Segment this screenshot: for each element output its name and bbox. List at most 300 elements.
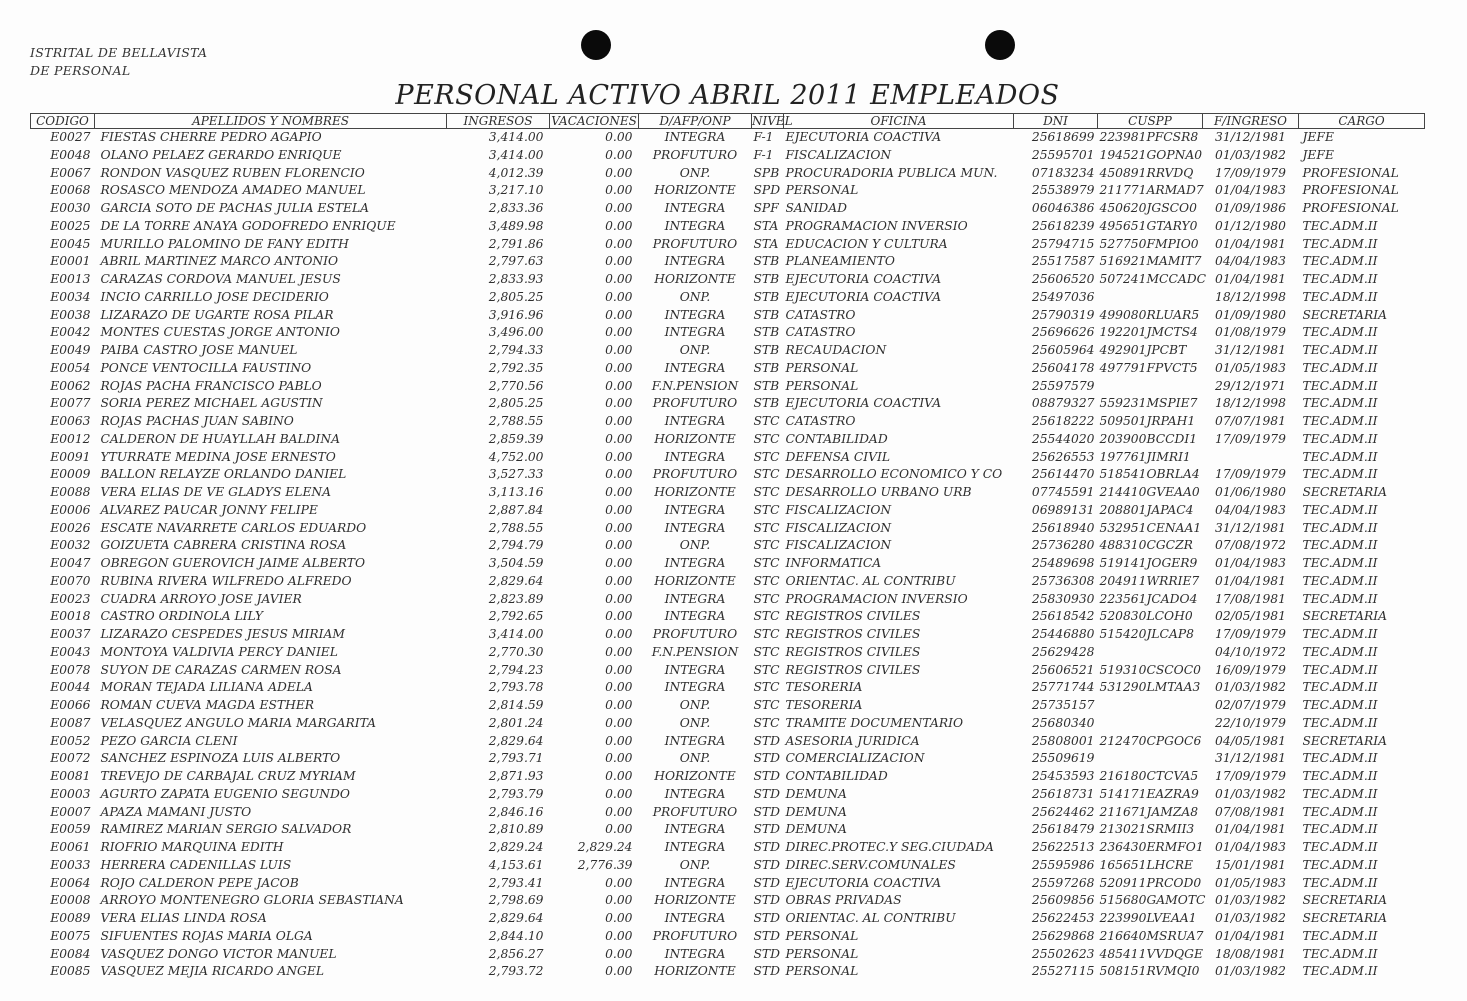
table-row [31, 644, 1425, 662]
nombre-cell: VASQUEZ MEJIA RICARDO ANGEL [100, 964, 324, 979]
oficina-cell: PERSONAL [785, 360, 859, 375]
cargo-cell: TEC.ADM.II [1302, 343, 1378, 357]
codigo-cell: E0077 [50, 396, 91, 411]
codigo-cell: E0008 [50, 893, 91, 908]
f-ingreso-cell: 18/08/1981 [1215, 946, 1286, 961]
cargo-cell: TEC.ADM.II [1302, 502, 1378, 517]
afp-cell: HORIZONTE [654, 893, 736, 908]
afp-cell: PROFUTURO [652, 467, 738, 482]
table-row [31, 466, 1425, 484]
nivel-cell: STC [753, 449, 780, 464]
nombre-cell: TREVEJO DE CARBAJAL CRUZ MYRIAM [100, 769, 356, 783]
oficina-cell: PERSONAL [785, 928, 859, 943]
nivel-cell: STD [753, 928, 780, 943]
afp-cell: HORIZONTE [654, 183, 736, 198]
table-row [31, 324, 1425, 342]
oficina-cell: PLANEAMIENTO [785, 254, 895, 269]
ingresos-cell: 3,916.96 [488, 307, 544, 322]
dni-cell: 25624462 [1031, 804, 1095, 819]
nombre-cell: SIFUENTES ROJAS MARIA OLGA [100, 928, 313, 943]
dni-cell: 25606521 [1031, 662, 1095, 677]
punch-hole-left [581, 30, 611, 60]
ingresos-cell: 3,414.00 [488, 130, 544, 144]
cargo-cell: TEC.ADM.II [1302, 964, 1378, 979]
nombre-cell: HERRERA CADENILLAS LUIS [100, 857, 292, 872]
vacaciones-cell: 0.00 [605, 254, 633, 269]
department-line: DE PERSONAL [30, 63, 131, 78]
nivel-cell: STD [753, 786, 780, 801]
dni-cell: 25618542 [1031, 609, 1095, 624]
oficina-cell: CATASTRO [785, 414, 856, 428]
nivel-cell: STC [753, 715, 780, 730]
dni-cell: 25527115 [1031, 964, 1095, 979]
nivel-cell: STB [753, 307, 780, 322]
vacaciones-cell: 0.00 [605, 414, 633, 428]
f-ingreso-cell: 07/08/1972 [1215, 538, 1286, 553]
cargo-cell: TEC.ADM.II [1302, 680, 1378, 695]
oficina-cell: FISCALIZACION [785, 502, 892, 517]
oficina-cell: FISCALIZACION [785, 538, 892, 553]
nombre-cell: YTURRATE MEDINA JOSE ERNESTO [100, 449, 336, 464]
cuspp-cell: 520830LCOH0 [1099, 609, 1193, 624]
table-row [31, 626, 1425, 644]
nombre-cell: ROJO CALDERON PEPE JACOB [100, 875, 299, 890]
cuspp-cell: 204911WRRIE7 [1099, 573, 1200, 588]
afp-cell: INTEGRA [664, 822, 726, 837]
f-ingreso-cell: 01/09/1986 [1215, 201, 1286, 215]
codigo-cell: E0078 [50, 662, 91, 677]
f-ingreso-cell: 15/01/1981 [1215, 857, 1286, 872]
nombre-cell: VERA ELIAS LINDA ROSA [100, 911, 267, 925]
dni-cell: 25735157 [1031, 698, 1095, 712]
dni-cell: 25736280 [1031, 538, 1095, 553]
oficina-cell: PERSONAL [785, 946, 859, 961]
nivel-cell: STC [753, 485, 780, 499]
nombre-cell: RUBINA RIVERA WILFREDO ALFREDO [100, 573, 352, 588]
nombre-cell: PAIBA CASTRO JOSE MANUEL [100, 343, 298, 357]
codigo-cell: E0012 [50, 431, 91, 446]
nombre-cell: RAMIREZ MARIAN SERGIO SALVADOR [100, 822, 352, 837]
nombre-cell: LIZARAZO DE UGARTE ROSA PILAR [100, 307, 334, 322]
cargo-cell: PROFESIONAL [1302, 165, 1399, 180]
vacaciones-cell: 0.00 [605, 396, 633, 411]
ingresos-cell: 2,805.25 [488, 396, 544, 411]
nivel-cell: SPD [753, 183, 781, 198]
nivel-cell: STC [753, 502, 780, 517]
vacaciones-cell: 0.00 [605, 591, 633, 606]
vacaciones-cell: 0.00 [605, 698, 633, 712]
codigo-cell: E0026 [50, 520, 91, 535]
ingresos-cell: 2,805.25 [488, 289, 544, 304]
table-row [31, 662, 1425, 680]
vacaciones-cell: 0.00 [605, 502, 633, 517]
afp-cell: PROFUTURO [652, 928, 738, 943]
dni-cell: 08879327 [1031, 396, 1095, 411]
cargo-cell: TEC.ADM.II [1302, 272, 1378, 286]
cuspp-cell: 519141JOGER9 [1099, 556, 1198, 570]
afp-cell: INTEGRA [664, 218, 726, 233]
nivel-cell: STC [753, 662, 780, 677]
vacaciones-cell: 0.00 [605, 467, 633, 482]
dni-cell: 25808001 [1031, 733, 1095, 748]
codigo-cell: E0087 [50, 715, 91, 730]
oficina-cell: PROGRAMACION INVERSIO [785, 218, 968, 233]
oficina-cell: TRAMITE DOCUMENTARIO [785, 715, 964, 730]
afp-cell: INTEGRA [664, 662, 726, 677]
oficina-cell: DEFENSA CIVIL [785, 449, 890, 464]
col-header-cuspp: CUSPP [1098, 114, 1203, 129]
cuspp-cell: 165651LHCRE [1099, 857, 1193, 872]
ingresos-cell: 2,829.24 [488, 840, 544, 854]
dni-cell: 25830930 [1031, 591, 1095, 606]
dni-cell: 25544020 [1031, 431, 1095, 446]
codigo-cell: E0042 [50, 325, 91, 340]
nivel-cell: STD [753, 769, 780, 783]
f-ingreso-cell: 01/12/1980 [1215, 218, 1286, 233]
codigo-cell: E0070 [50, 573, 91, 588]
f-ingreso-cell: 04/04/1983 [1215, 502, 1286, 517]
ingresos-cell: 4,012.39 [488, 165, 544, 180]
nivel-cell: STC [753, 467, 780, 482]
cuspp-cell: 208801JAPAC4 [1099, 502, 1194, 517]
punch-hole-right [985, 30, 1015, 60]
f-ingreso-cell: 07/07/1981 [1215, 414, 1286, 428]
codigo-cell: E0068 [50, 183, 91, 198]
nombre-cell: ROMAN CUEVA MAGDA ESTHER [100, 698, 315, 712]
nombre-cell: PONCE VENTOCILLA FAUSTINO [100, 360, 312, 375]
nivel-cell: STB [753, 396, 780, 411]
cargo-cell: SECRETARIA [1302, 733, 1387, 748]
nivel-cell: STC [753, 698, 780, 712]
codigo-cell: E0088 [50, 485, 91, 499]
nivel-cell: STC [753, 556, 780, 570]
table-row [31, 502, 1425, 520]
cuspp-cell: 236430ERMFO1 [1099, 840, 1204, 854]
vacaciones-cell: 0.00 [605, 786, 633, 801]
nombre-cell: ROJAS PACHAS JUAN SABINO [100, 414, 294, 428]
col-header-nivel: NIVEL [752, 114, 793, 128]
dni-cell: 06046386 [1031, 201, 1095, 215]
codigo-cell: E0062 [50, 378, 91, 393]
ingresos-cell: 3,414.00 [488, 147, 544, 162]
nivel-cell: STB [753, 325, 780, 340]
nivel-cell: STC [753, 644, 780, 659]
afp-cell: PROFUTURO [652, 627, 738, 641]
col-header-nombres: APELLIDOS Y NOMBRES [95, 114, 447, 129]
afp-cell: INTEGRA [664, 875, 726, 890]
cargo-cell: SECRETARIA [1302, 911, 1387, 925]
codigo-cell: E0052 [50, 733, 91, 748]
cargo-cell: TEC.ADM.II [1302, 236, 1378, 251]
oficina-cell: DIREC.SERV.COMUNALES [785, 857, 956, 872]
nivel-cell: STC [753, 680, 780, 695]
nombre-cell: CUADRA ARROYO JOSE JAVIER [100, 591, 302, 606]
ingresos-cell: 2,792.35 [488, 360, 544, 375]
dni-cell: 25622453 [1031, 911, 1095, 925]
nivel-cell: STC [753, 520, 780, 535]
codigo-cell: E0045 [50, 236, 91, 251]
table-row [31, 360, 1425, 378]
cargo-cell: TEC.ADM.II [1302, 591, 1378, 606]
cargo-cell: TEC.ADM.II [1302, 698, 1378, 712]
f-ingreso-cell: 31/12/1981 [1215, 130, 1286, 144]
vacaciones-cell: 0.00 [605, 769, 633, 783]
ingresos-cell: 4,153.61 [488, 857, 544, 872]
f-ingreso-cell: 01/08/1979 [1215, 325, 1286, 340]
cuspp-cell [1098, 644, 1203, 662]
vacaciones-cell: 0.00 [605, 378, 633, 393]
ingresos-cell: 2,797.63 [488, 254, 544, 269]
f-ingreso-cell: 18/12/1998 [1215, 396, 1286, 411]
nivel-cell: STC [753, 609, 780, 624]
table-row [31, 484, 1425, 502]
codigo-cell: E0038 [50, 307, 91, 322]
oficina-cell: ORIENTAC. AL CONTRIBU [785, 911, 956, 925]
codigo-cell: E0075 [50, 928, 91, 943]
afp-cell: F.N.PENSION [651, 378, 739, 393]
codigo-cell: E0023 [50, 591, 91, 606]
afp-cell: INTEGRA [664, 680, 726, 695]
col-header-ingresos: INGRESOS [447, 114, 550, 129]
cuspp-cell: 211771ARMAD7 [1099, 183, 1204, 198]
afp-cell: HORIZONTE [654, 431, 736, 446]
vacaciones-cell: 0.00 [605, 218, 633, 233]
oficina-cell: COMERCIALIZACION [785, 751, 925, 766]
ingresos-cell: 2,856.27 [488, 946, 544, 961]
codigo-cell: E0072 [50, 751, 91, 766]
cargo-cell: TEC.ADM.II [1302, 875, 1378, 890]
afp-cell: HORIZONTE [654, 485, 736, 499]
cuspp-cell: 223981PFCSR8 [1099, 130, 1199, 144]
f-ingreso-cell: 17/09/1979 [1215, 165, 1286, 180]
oficina-cell: REGISTROS CIVILES [785, 662, 921, 677]
cuspp-cell: 488310CGCZR [1099, 538, 1193, 553]
table-row [31, 750, 1425, 768]
oficina-cell: EJECUTORIA COACTIVA [785, 875, 942, 890]
vacaciones-cell: 0.00 [605, 751, 633, 766]
cargo-cell: TEC.ADM.II [1302, 804, 1378, 819]
vacaciones-cell: 0.00 [605, 946, 633, 961]
dni-cell: 25597268 [1031, 875, 1095, 890]
codigo-cell: E0044 [50, 680, 91, 695]
oficina-cell: DEMUNA [785, 804, 847, 819]
cargo-cell: TEC.ADM.II [1302, 360, 1378, 375]
f-ingreso-cell: 01/05/1983 [1215, 875, 1286, 890]
afp-cell: INTEGRA [664, 414, 726, 428]
cuspp-cell: 532951CENAA1 [1099, 520, 1202, 535]
cargo-cell: TEC.ADM.II [1302, 538, 1378, 553]
afp-cell: INTEGRA [664, 307, 726, 322]
nombre-cell: AGURTO ZAPATA EUGENIO SEGUNDO [100, 786, 350, 801]
f-ingreso-cell: 01/03/1982 [1215, 964, 1286, 979]
cargo-cell: TEC.ADM.II [1302, 325, 1378, 340]
afp-cell: PROFUTURO [652, 396, 738, 411]
afp-cell: INTEGRA [664, 449, 726, 464]
institution-line: ISTRITAL DE BELLAVISTA [30, 45, 208, 60]
f-ingreso-cell: 01/04/1983 [1215, 183, 1286, 198]
dni-cell: 25517587 [1031, 254, 1095, 269]
cuspp-cell: 223990LVEAA1 [1099, 911, 1197, 925]
f-ingreso-cell: 18/12/1998 [1215, 289, 1286, 304]
cargo-cell: SECRETARIA [1302, 609, 1387, 624]
table-row [31, 768, 1425, 786]
oficina-cell: DEMUNA [785, 786, 847, 801]
oficina-cell: INFORMATICA [785, 556, 882, 570]
oficina-cell: ASESORIA JURIDICA [785, 733, 920, 748]
nivel-cell: STB [753, 360, 780, 375]
cuspp-cell: 531290LMTAA3 [1099, 680, 1201, 695]
oficina-cell: EJECUTORIA COACTIVA [785, 130, 942, 144]
codigo-cell: E0063 [50, 414, 91, 428]
cuspp-cell: 203900BCCDI1 [1099, 431, 1198, 446]
codigo-cell: E0047 [50, 556, 91, 570]
f-ingreso-cell: 17/09/1979 [1215, 627, 1286, 641]
vacaciones-cell: 0.00 [605, 272, 633, 286]
nivel-cell: STC [753, 573, 780, 588]
nombre-cell: FIESTAS CHERRE PEDRO AGAPIO [100, 130, 322, 144]
oficina-cell: FISCALIZACION [785, 520, 892, 535]
cargo-cell: TEC.ADM.II [1302, 769, 1378, 783]
dni-cell: 25497036 [1031, 289, 1095, 304]
dni-cell: 25622513 [1031, 840, 1095, 854]
ingresos-cell: 2,770.56 [488, 378, 544, 393]
table-row [31, 910, 1425, 928]
vacaciones-cell: 0.00 [605, 573, 633, 588]
cuspp-cell: 192201JMCTS4 [1099, 325, 1198, 340]
ingresos-cell: 2,829.64 [488, 911, 544, 925]
nivel-cell: STD [753, 822, 780, 837]
nivel-cell: STD [753, 733, 780, 748]
cargo-cell: TEC.ADM.II [1302, 715, 1378, 730]
nombre-cell: ABRIL MARTINEZ MARCO ANTONIO [100, 254, 339, 269]
ingresos-cell: 3,113.16 [488, 485, 544, 499]
oficina-cell: FISCALIZACION [785, 147, 892, 162]
cuspp-cell [1098, 378, 1203, 396]
oficina-cell: CONTABILIDAD [785, 769, 888, 783]
table-row [31, 200, 1425, 218]
cargo-cell: PROFESIONAL [1302, 201, 1399, 215]
nombre-cell: CARAZAS CORDOVA MANUEL JESUS [100, 272, 341, 286]
codigo-cell: E0006 [50, 502, 91, 517]
cuspp-cell: 485411VVDQGE [1099, 946, 1203, 961]
ingresos-cell: 2,793.72 [488, 964, 544, 979]
nivel-cell: STC [753, 627, 780, 641]
nivel-cell: STD [753, 857, 780, 872]
ingresos-cell: 2,792.65 [488, 609, 544, 624]
ingresos-cell: 2,770.30 [488, 644, 544, 659]
dni-cell: 25696626 [1031, 325, 1095, 340]
afp-cell: ONP. [679, 751, 711, 766]
f-ingreso-cell: 01/03/1982 [1215, 147, 1286, 162]
nombre-cell: APAZA MAMANI JUSTO [100, 804, 252, 819]
afp-cell: INTEGRA [664, 591, 726, 606]
col-header-codigo: CODIGO [31, 114, 95, 129]
table-row [31, 555, 1425, 573]
nombre-cell: MORAN TEJADA LILIANA ADELA [100, 680, 313, 695]
oficina-cell: RECAUDACION [785, 343, 887, 357]
afp-cell: INTEGRA [664, 840, 726, 854]
afp-cell: INTEGRA [664, 325, 726, 340]
codigo-cell: E0034 [50, 289, 91, 304]
nivel-cell: STB [753, 378, 780, 393]
afp-cell: INTEGRA [664, 733, 726, 748]
ingresos-cell: 2,793.78 [488, 680, 544, 695]
ingresos-cell: 2,823.89 [488, 591, 544, 606]
cuspp-cell: 194521GOPNA0 [1099, 147, 1203, 162]
ingresos-cell: 2,871.93 [488, 769, 544, 783]
col-header-dni: DNI [1014, 114, 1098, 129]
nombre-cell: CASTRO ORDINOLA LILY [100, 609, 264, 624]
table-row [31, 147, 1425, 165]
cargo-cell: SECRETARIA [1302, 307, 1387, 322]
f-ingreso-cell [1203, 449, 1299, 467]
table-row [31, 395, 1425, 413]
codigo-cell: E0066 [50, 698, 91, 712]
f-ingreso-cell: 02/05/1981 [1215, 609, 1286, 624]
vacaciones-cell: 0.00 [605, 147, 633, 162]
table-row [31, 697, 1425, 715]
col-header-cargo: CARGO [1299, 114, 1425, 129]
nombre-cell: MONTES CUESTAS JORGE ANTONIO [100, 325, 340, 340]
nombre-cell: MONTOYA VALDIVIA PERCY DANIEL [100, 644, 338, 659]
table-row [31, 342, 1425, 360]
nivel-cell: STB [753, 254, 780, 269]
cuspp-cell: 492901JPCBT [1099, 343, 1187, 357]
ingresos-cell: 2,788.55 [488, 520, 544, 535]
f-ingreso-cell: 02/07/1979 [1215, 698, 1286, 712]
oficina-cell: REGISTROS CIVILES [785, 644, 921, 659]
nivel-cell: STC [753, 538, 780, 553]
oficina-cell: DESARROLLO URBANO URB [785, 485, 972, 499]
afp-cell: HORIZONTE [654, 272, 736, 286]
nombre-cell: LIZARAZO CESPEDES JESUS MIRIAM [100, 627, 345, 641]
ingresos-cell: 2,829.64 [488, 733, 544, 748]
col-header-vacaciones: VACACIONES [551, 114, 637, 128]
codigo-cell: E0091 [50, 449, 91, 464]
ingresos-cell: 2,788.55 [488, 414, 544, 428]
f-ingreso-cell: 01/04/1983 [1215, 556, 1286, 570]
nombre-cell: GOIZUETA CABRERA CRISTINA ROSA [100, 538, 347, 553]
vacaciones-cell: 0.00 [605, 680, 633, 695]
oficina-cell: PERSONAL [785, 964, 859, 979]
cargo-cell: PROFESIONAL [1302, 183, 1399, 198]
table-row [31, 271, 1425, 289]
codigo-cell: E0084 [50, 946, 91, 961]
nombre-cell: SORIA PEREZ MICHAEL AGUSTIN [100, 396, 323, 411]
nivel-cell: STD [753, 911, 780, 925]
afp-cell: INTEGRA [664, 786, 726, 801]
table-row [31, 129, 1425, 147]
table-row [31, 821, 1425, 839]
codigo-cell: E0037 [50, 627, 91, 641]
ingresos-cell: 2,810.89 [488, 822, 544, 837]
codigo-cell: E0085 [50, 964, 91, 979]
afp-cell: PROFUTURO [652, 236, 738, 251]
cargo-cell: TEC.ADM.II [1302, 414, 1378, 428]
cargo-cell: TEC.ADM.II [1302, 378, 1378, 393]
vacaciones-cell: 0.00 [605, 343, 633, 357]
vacaciones-cell: 0.00 [605, 449, 633, 464]
table-row [31, 253, 1425, 271]
ingresos-cell: 4,752.00 [488, 449, 544, 464]
cuspp-cell: 223561JCADO4 [1099, 591, 1198, 606]
cuspp-cell: 559231MSPIE7 [1099, 396, 1198, 411]
cuspp-cell: 508151RVMQI0 [1099, 964, 1200, 979]
dni-cell: 25614470 [1031, 467, 1095, 482]
f-ingreso-cell: 01/04/1981 [1215, 272, 1286, 286]
oficina-cell: PERSONAL [785, 183, 859, 198]
oficina-cell: EDUCACION Y CULTURA [785, 236, 948, 251]
